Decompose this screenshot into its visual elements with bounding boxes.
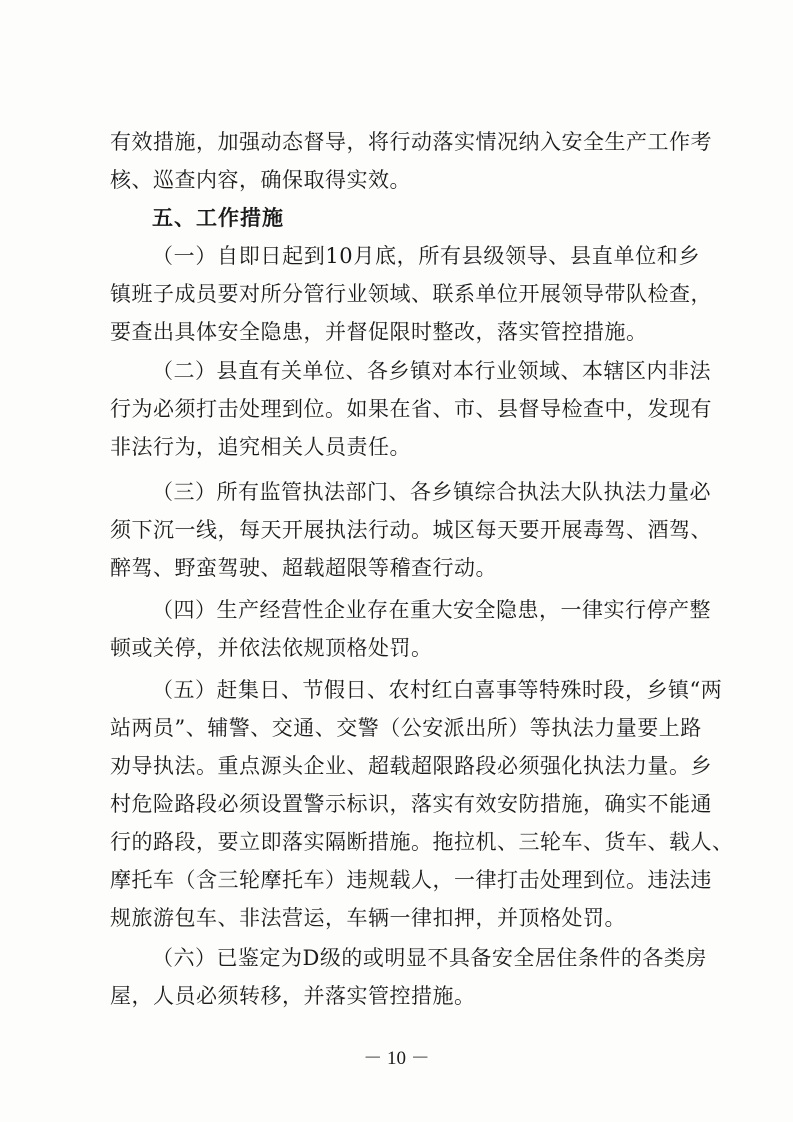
paragraph-line: 规旅游包车、非法营运，车辆一律扣押，并顶格处罚。 (110, 906, 626, 930)
section-heading: 五、工作措施 (152, 206, 284, 230)
paragraph-line: 摩托车（含三轮摩托车）违规载人，一律打击处理到位。违法违 (110, 868, 712, 892)
paragraph-line: （四）生产经营性企业存在重大安全隐患，一律实行停产整 (152, 598, 711, 622)
paragraph-line: 镇班子成员要对所分管行业领域、联系单位开展领导带队检查， (110, 282, 712, 306)
paragraph-line: 醉驾、野蛮驾驶、超载超限等稽查行动。 (110, 556, 497, 580)
paragraph-line: 顿或关停，并依法依规顶格处罚。 (110, 636, 433, 660)
paragraph-line: （三）所有监管执法部门、各乡镇综合执法大队执法力量必 (152, 480, 711, 504)
page-number: － 10 － (363, 1048, 430, 1069)
paragraph-line: 行为必须打击处理到位。如果在省、市、县督导检查中，发现有 (110, 397, 712, 421)
paragraph-line: 行的路段，要立即落实隔断措施。拖拉机、三轮车、货车、载人、 (110, 830, 734, 854)
paragraph-line: 屋，人员必须转移，并落实管控措施。 (110, 984, 476, 1008)
paragraph-line: 要查出具体安全隐患，并督促限时整改，落实管控措施。 (110, 320, 648, 344)
paragraph-line: 有效措施，加强动态督导，将行动落实情况纳入安全生产工作考 (110, 130, 712, 154)
paragraph-line: 村危险路段必须设置警示标识，落实有效安防措施，确实不能通 (110, 792, 712, 816)
paragraph-line: （六）已鉴定为D级的或明显不具备安全居住条件的各类房 (152, 946, 707, 970)
paragraph-line: （二）县直有关单位、各乡镇对本行业领域、本辖区内非法 (152, 359, 711, 383)
paragraph-line: 须下沉一线，每天开展执法行动。城区每天要开展毒驾、酒驾、 (110, 518, 712, 542)
paragraph-line: 核、巡查内容，确保取得实效。 (110, 168, 411, 192)
paragraph-line: 站两员”、辅警、交通、交警（公安派出所）等执法力量要上路 (110, 716, 702, 740)
paragraph-line: 劝导执法。重点源头企业、超载超限路段必须强化执法力量。乡 (110, 754, 712, 778)
paragraph-line: （一）自即日起到10月底，所有县级领导、县直单位和乡 (152, 244, 700, 268)
paragraph-line: （五）赶集日、节假日、农村红白喜事等特殊时段，乡镇“两 (152, 678, 723, 702)
paragraph-line: 非法行为，追究相关人员责任。 (110, 435, 411, 459)
